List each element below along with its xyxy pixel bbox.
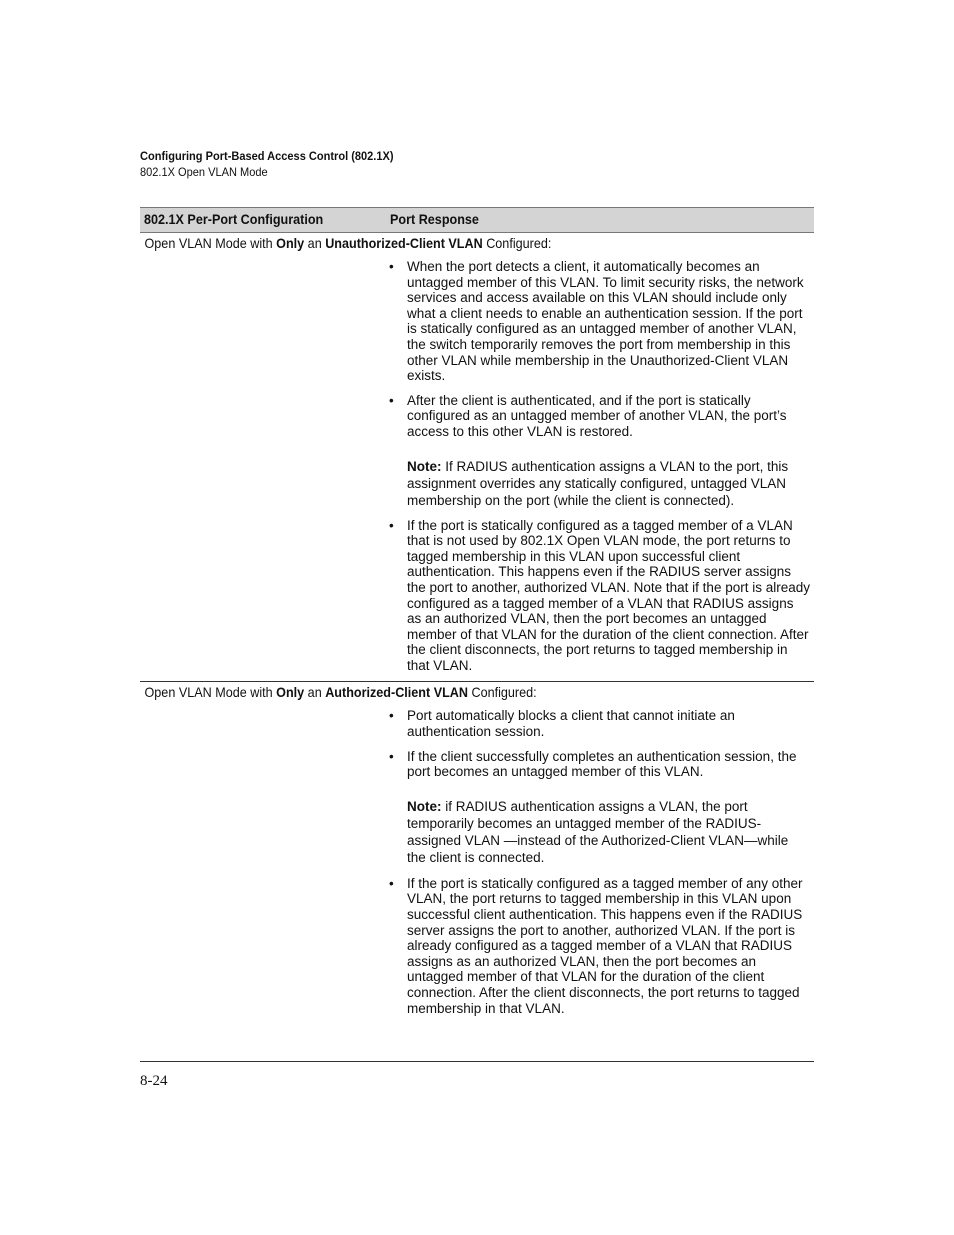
config-table <box>140 207 814 1016</box>
table-section-unauthorized <box>140 234 814 673</box>
footer-divider <box>140 1061 814 1062</box>
response-list <box>140 708 814 1016</box>
column-header-configuration: 802.1X Per-Port Configuration <box>144 211 324 227</box>
list-item: • If the port is statically configured as a tagged member of any other VLAN, the port returns to tagged membership in this VLAN upon successful client authentication. This happens even if the RADIUS server assigns the port to another, authorized VLAN. If the port is already configured as a tagged member of a VLAN that RADIUS assigns as an authorized VLAN, then the port becomes an untagged member of that VLAN for the duration of the client connection. After the client disconnects, the port returns to tagged membership in that VLAN. <box>388 876 810 1016</box>
running-header <box>140 148 416 180</box>
chapter-title: Configuring Port-Based Access Control (802.1X) <box>140 149 394 163</box>
column-header-port-response: Port Response <box>390 211 479 227</box>
note: Note: If RADIUS authentication assigns a VLAN to the port, this assignment overrides any statically configured, untagged VLAN membership on the port (while the client is connected). <box>407 458 789 508</box>
note: Note: if RADIUS authentication assigns a VLAN, the port temporarily becomes an untagged member of the RADIUS-assigned VLAN —instead of the Authorized-Client VLAN—while the client is connected. <box>407 798 789 865</box>
table-section-authorized <box>140 681 814 1016</box>
section-heading: Open VLAN Mode with Only an Authorized-Client VLAN Configured: <box>144 684 537 701</box>
response-list <box>140 259 814 673</box>
table-header <box>140 207 814 233</box>
section-title: 802.1X Open VLAN Mode <box>140 165 268 179</box>
list-item: • After the client is authenticated, and if the port is statically configured as an untagged member of another VLAN, the port’s access to this other VLAN is restored. Note: If RADIUS authentication assigns a VLAN to the port, this assignment overrides any statically configured, untagged VLAN membership on the port (while the client is connected). <box>388 393 810 509</box>
list-item: • If the port is statically configured as a tagged member of a VLAN that is not used by 802.1X Open VLAN mode, the port returns to tagged membership in this VLAN upon successful client authentication. This happens even if the RADIUS server assigns the port to another, authorized VLAN. Note that if the port is already configured as a tagged member of a VLAN that RADIUS assigns as an authorized VLAN, then the port becomes an untagged member of that VLAN for the duration of the client connection. After the client disconnects, the port returns to tagged membership in that VLAN. <box>388 518 810 674</box>
page-number: 8-24 <box>140 1073 168 1089</box>
list-item: • If the client successfully completes an authentication session, the port becomes an untagged member of this VLAN. Note: if RADIUS authentication assigns a VLAN, the port temporarily becomes an untagged member of the RADIUS-assigned VLAN —instead of the Authorized-Client VLAN—while the client is connected. <box>388 749 810 866</box>
section-heading: Open VLAN Mode with Only an Unauthorized-Client VLAN Configured: <box>144 235 552 251</box>
list-item: • Port automatically blocks a client that cannot initiate an authentication session. <box>388 708 810 739</box>
list-item: • When the port detects a client, it automatically becomes an untagged member of this VLAN. To limit security risks, the network services and access available on this VLAN should include only what a client needs to enable an authentication session. If the port is statically configured as an untagged member of another VLAN, the switch temporarily removes the port from membership in this other VLAN while membership in the Unauthorized-Client VLAN exists. <box>388 259 810 384</box>
